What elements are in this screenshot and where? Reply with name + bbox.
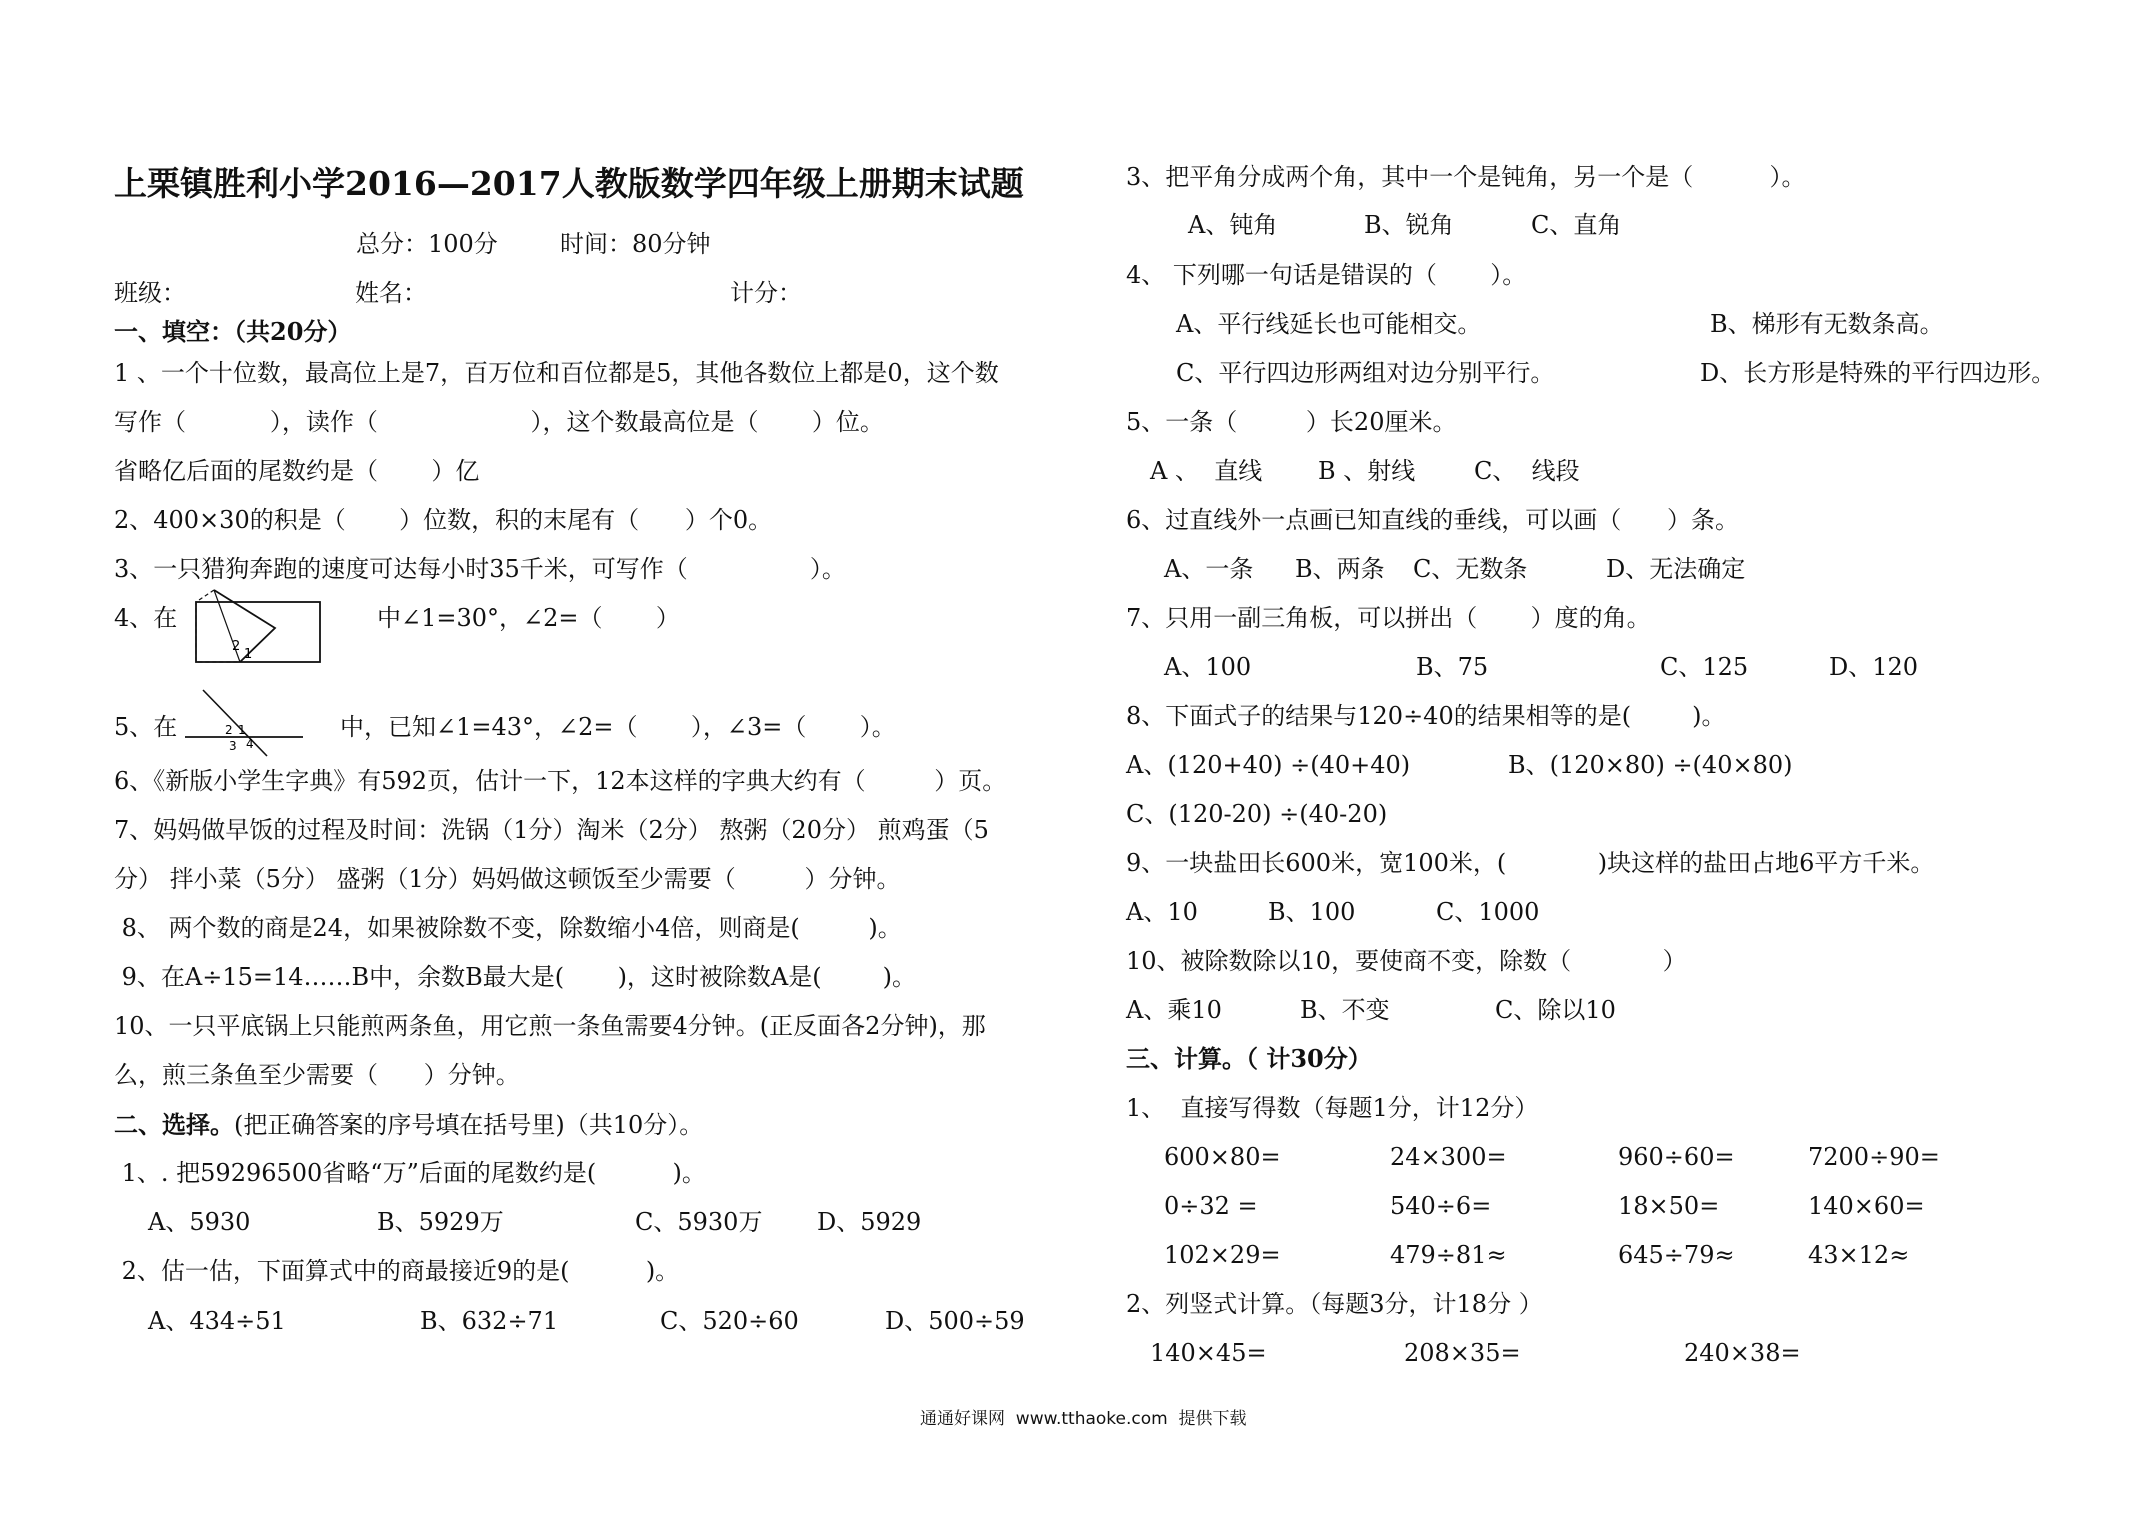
q5-text: 中，已知∠1=43°，∠2=（ ），∠3=（ ）。 [340,713,896,741]
name-field-label: 姓名： [355,279,427,307]
mc-q2: 2、估一估，下面算式中的商最接近9的是( )。 [114,1257,680,1285]
class-field-label: 班级： [114,279,186,307]
q9: 9、在A÷15=14……B中，余数B最大是( )，这时被除数A是( )。 [114,963,917,991]
calc-r2-c2: 540÷6= [1390,1192,1492,1220]
q10-line1: 10、一只平底锅上只能煎两条鱼，用它煎一条鱼需要4分钟。(正反面各2分钟)，那 [114,1012,986,1040]
mc-q7: 7、只用一副三角板，可以拼出（ ）度的角。 [1126,604,1651,632]
q6: 6、《新版小学生字典》有592页，估计一下，12本这样的字典大约有（ ）页。 [114,767,1007,795]
total-score: 总分：100分 [356,230,498,258]
q5-angle3-label: 3 [229,739,237,753]
q4-folded-rectangle-figure [190,588,322,668]
q7-line1: 7、妈妈做早饭的过程及时间：洗锅（1分）淘米（2分） 熬粥（20分） 煎鸡蛋（5 [114,816,989,844]
mc-q7-option-a: A、100 [1164,653,1252,681]
mc-q10-option-b: B、不变 [1300,996,1390,1024]
mc-q8-option-b: B、(120×80) ÷(40×80) [1508,751,1793,779]
mc-q5-option-a: A 、 直线 [1150,457,1263,485]
mc-q6: 6、过直线外一点画已知直线的垂线，可以画（ ）条。 [1126,506,1740,534]
q5-prefix: 5、在 [114,713,178,741]
q8: 8、 两个数的商是24，如果被除数不变，除数缩小4倍，则商是( )。 [114,914,902,942]
mc-q10: 10、被除数除以10，要使商不变，除数（ ） [1126,947,1687,975]
q4-angle2-label: 2 [232,639,241,654]
mc-q6-option-c: C、无数条 [1413,555,1528,583]
mc-q1-option-d: D、5929 [817,1208,922,1236]
mc-q9-option-a: A、10 [1126,898,1198,926]
mc-q4-option-a: A、平行线延长也可能相交。 [1176,310,1482,338]
mc-q4: 4、 下列哪一句话是错误的（ ）。 [1126,261,1527,289]
q5-angle2-label: 2 [225,723,233,737]
q5-angle1-label: 1 [238,723,246,737]
q1-line1: 1 、一个十位数，最高位上是7，百万位和百位都是5，其他各数位上都是0，这个数 [114,359,999,387]
mc-q4-option-b: B、梯形有无数条高。 [1710,310,1944,338]
mc-q5: 5、一条（ ）长20厘米。 [1126,408,1457,436]
mc-q5-option-b: B 、射线 [1318,457,1416,485]
q1-line3: 省略亿后面的尾数约是（ ）亿 [114,457,480,485]
calc-r1-c1: 600×80= [1164,1143,1281,1171]
mc-q8-option-c: C、(120-20) ÷(40-20) [1126,800,1388,828]
q4-prefix: 4、在 [114,604,178,632]
q4-text: 中∠1=30°，∠2=（ ） [377,604,680,632]
mc-q4-option-d: D、长方形是特殊的平行四边形。 [1700,359,2056,387]
part3-section1-title: 1、 直接写得数（每题1分，计12分） [1126,1094,1539,1122]
mc-q10-option-a: A、乘10 [1126,996,1222,1024]
mc-q2-option-a: A、434÷51 [148,1307,286,1335]
calc-r2-c4: 140×60= [1808,1192,1925,1220]
mc-q2-option-d: D、500÷59 [885,1307,1025,1335]
part1-heading: 一、填空：（共20分） [114,317,352,346]
mc-q8: 8、下面式子的结果与120÷40的结果相等的是( )。 [1126,702,1726,730]
part3-heading: 三、计算。（ 计30分） [1126,1044,1372,1073]
mc-q9-option-b: B、100 [1268,898,1356,926]
q4-angle1-label: 1 [244,647,253,662]
part2-heading-bold: 二、选择。 [114,1110,234,1139]
mc-q2-option-c: C、520÷60 [660,1307,799,1335]
q3: 3、一只猎狗奔跑的速度可达每小时35千米，可写作（ ）。 [114,555,846,583]
mc-q3-option-c: C、直角 [1531,211,1622,239]
mc-q3-option-a: A、钝角 [1188,211,1278,239]
footer-source: 通通好课网 www.tthaoke.com 提供下载 [920,1409,1247,1429]
calc-r1-c4: 7200÷90= [1808,1143,1940,1171]
q1-line2: 写作（ ），读作（ ），这个数最高位是（ ）位。 [114,408,884,436]
mc-q1-option-a: A、5930 [148,1208,251,1236]
mc-q2-option-b: B、632÷71 [420,1307,559,1335]
mc-q6-option-d: D、无法确定 [1606,555,1746,583]
mc-q10-option-c: C、除以10 [1495,996,1616,1024]
mc-q6-option-b: B、两条 [1295,555,1385,583]
q2: 2、400×30的积是（ ）位数，积的末尾有（ ）个0。 [114,506,773,534]
mc-q9: 9、一块盐田长600米，宽100米，( )块这样的盐田占地6平方千米。 [1126,849,1935,877]
vertical-calc-2: 208×35= [1404,1339,1521,1367]
mc-q1: 1、. 把59296500省略“万”后面的尾数约是( )。 [114,1159,706,1187]
calc-r3-c2: 479÷81≈ [1390,1241,1507,1269]
vertical-calc-1: 140×45= [1150,1339,1267,1367]
calc-r3-c3: 645÷79≈ [1618,1241,1735,1269]
calc-r1-c2: 24×300= [1390,1143,1507,1171]
mc-q9-option-c: C、1000 [1436,898,1540,926]
mc-q7-option-b: B、75 [1416,653,1489,681]
part2-heading [114,1110,703,1140]
mc-q1-option-b: B、5929万 [377,1208,504,1236]
exam-time: 时间：80分钟 [560,230,711,258]
q7-line2: 分） 拌小菜（5分） 盛粥（1分）妈妈做这顿饭至少需要（ ）分钟。 [114,865,901,893]
q5-intersecting-lines-figure [185,688,305,758]
mc-q6-option-a: A、一条 [1164,555,1254,583]
part2-heading-rest: (把正确答案的序号填在括号里)（共10分）。 [234,1111,704,1139]
calc-r3-c4: 43×12≈ [1808,1241,1910,1269]
calc-r3-c1: 102×29= [1164,1241,1281,1269]
mc-q7-option-d: D、120 [1829,653,1919,681]
mc-q7-option-c: C、125 [1660,653,1749,681]
mc-q8-option-a: A、(120+40) ÷(40+40) [1126,751,1411,779]
mc-q4-option-c: C、平行四边形两组对边分别平行。 [1176,359,1555,387]
calc-r2-c3: 18×50= [1618,1192,1720,1220]
mc-q3-option-b: B、锐角 [1364,211,1454,239]
mc-q1-option-c: C、5930万 [635,1208,763,1236]
calc-r2-c1: 0÷32 = [1164,1192,1258,1220]
q5-angle4-label: 4 [246,737,254,751]
score-field-label: 计分： [730,279,802,307]
part3-section2-title: 2、列竖式计算。（每题3分，计18分 ） [1126,1290,1543,1318]
mc-q3: 3、把平角分成两个角，其中一个是钝角，另一个是（ ）。 [1126,163,1806,191]
calc-r1-c3: 960÷60= [1618,1143,1735,1171]
exam-title: 上栗镇胜利小学2016—2017人教版数学四年级上册期末试题 [114,164,1024,203]
vertical-calc-3: 240×38= [1684,1339,1801,1367]
mc-q5-option-c: C、 线段 [1474,457,1580,485]
q10-line2: 么，煎三条鱼至少需要（ ）分钟。 [114,1061,520,1089]
